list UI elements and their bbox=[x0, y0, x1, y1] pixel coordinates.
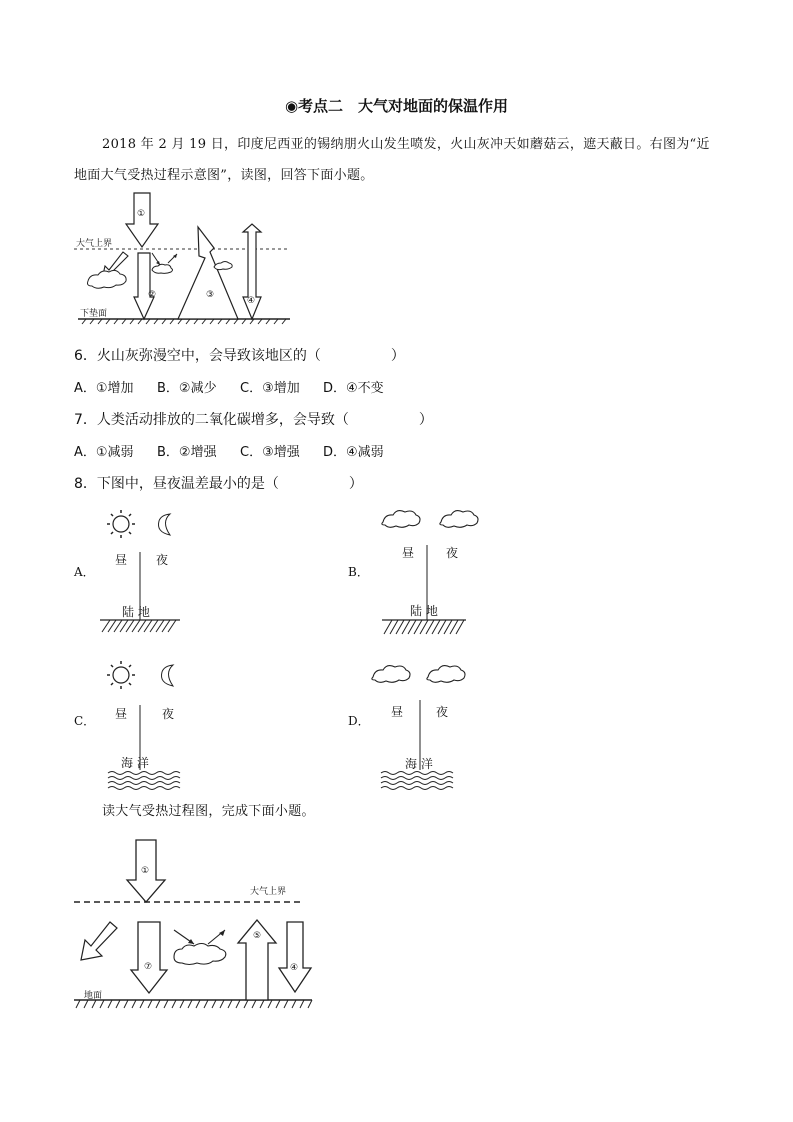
q8-option-d[interactable]: D． bbox=[348, 714, 370, 728]
question-7-option-d[interactable]: D．④减弱 bbox=[323, 445, 384, 460]
q8-option-c[interactable]: C． bbox=[74, 714, 96, 728]
q8-panel-d-day-label: 昼 bbox=[391, 705, 404, 719]
q8-panel-c-day-label: 昼 bbox=[115, 707, 128, 721]
figure2-ground-label: 地面 bbox=[84, 991, 103, 1001]
q8-panel-b-night-label: 夜 bbox=[446, 546, 459, 560]
q8-panel-c-surface-label: 海 洋 bbox=[121, 756, 149, 770]
figure1-arrow-2-label: ② bbox=[148, 290, 157, 300]
q8-panel-b-day-label: 昼 bbox=[402, 546, 415, 560]
q8-panel-a-night-label: 夜 bbox=[156, 553, 169, 567]
figure1-arrow-3-label: ③ bbox=[206, 290, 215, 300]
q8-option-a[interactable]: A． bbox=[74, 565, 95, 579]
figure2-arrow-7-label: ⑦ bbox=[144, 962, 153, 972]
question-6-option-b[interactable]: B．②减少 bbox=[157, 381, 217, 396]
question-6-option-c[interactable]: C．③增加 bbox=[240, 381, 300, 396]
question-6-option-a[interactable]: A．①增加 bbox=[74, 381, 134, 396]
intro-line-1: 2018 年 2 月 19 日，印度尼西亚的锡纳朋火山发生喷发，火山灰冲天如蘑菇云，遮天蔽日。右图为“近 bbox=[102, 137, 710, 152]
question-7-option-c[interactable]: C．③增强 bbox=[240, 445, 300, 460]
section-title: ◉考点二 大气对地面的保温作用 bbox=[284, 97, 509, 115]
q8-option-b[interactable]: B． bbox=[348, 565, 369, 579]
figure1-top-label: 大气上界 bbox=[76, 239, 113, 249]
question-6-option-d[interactable]: D．④不变 bbox=[323, 381, 384, 396]
q8-panel-a-surface-label: 陆 地 bbox=[122, 605, 150, 619]
figure2-arrow-5-label: ⑤ bbox=[253, 931, 262, 941]
question-6-stem: 6．火山灰弥漫空中，会导致该地区的（ ） bbox=[74, 348, 405, 364]
figure2-arrow-4-label: ④ bbox=[290, 963, 299, 973]
figure2-top-label: 大气上界 bbox=[250, 887, 287, 897]
intro-2: 读大气受热过程图，完成下面小题。 bbox=[102, 804, 315, 819]
question-7-option-a[interactable]: A．①减弱 bbox=[74, 445, 134, 460]
figure2-arrow-1-label: ① bbox=[141, 866, 150, 876]
q8-panel-a-day-label: 昼 bbox=[115, 553, 128, 567]
intro-line-2: 地面大气受热过程示意图”，读图，回答下面小题。 bbox=[74, 168, 374, 183]
q8-panel-b-surface-label: 陆 地 bbox=[410, 604, 438, 618]
figure1-ground-label: 下垫面 bbox=[80, 309, 108, 319]
q8-panel-d-night-label: 夜 bbox=[436, 705, 449, 719]
figure1-arrow-4-label: ④ bbox=[247, 296, 256, 306]
question-7-option-b[interactable]: B．②增强 bbox=[157, 445, 217, 460]
q8-panel-c-night-label: 夜 bbox=[162, 707, 175, 721]
figure1-arrow-1-label: ① bbox=[137, 209, 146, 219]
question-7-stem: 7．人类活动排放的二氧化碳增多，会导致（ ） bbox=[74, 412, 433, 428]
question-8-stem: 8．下图中，昼夜温差最小的是（ ） bbox=[74, 476, 363, 492]
q8-panel-d-surface-label: 海 洋 bbox=[405, 757, 433, 771]
